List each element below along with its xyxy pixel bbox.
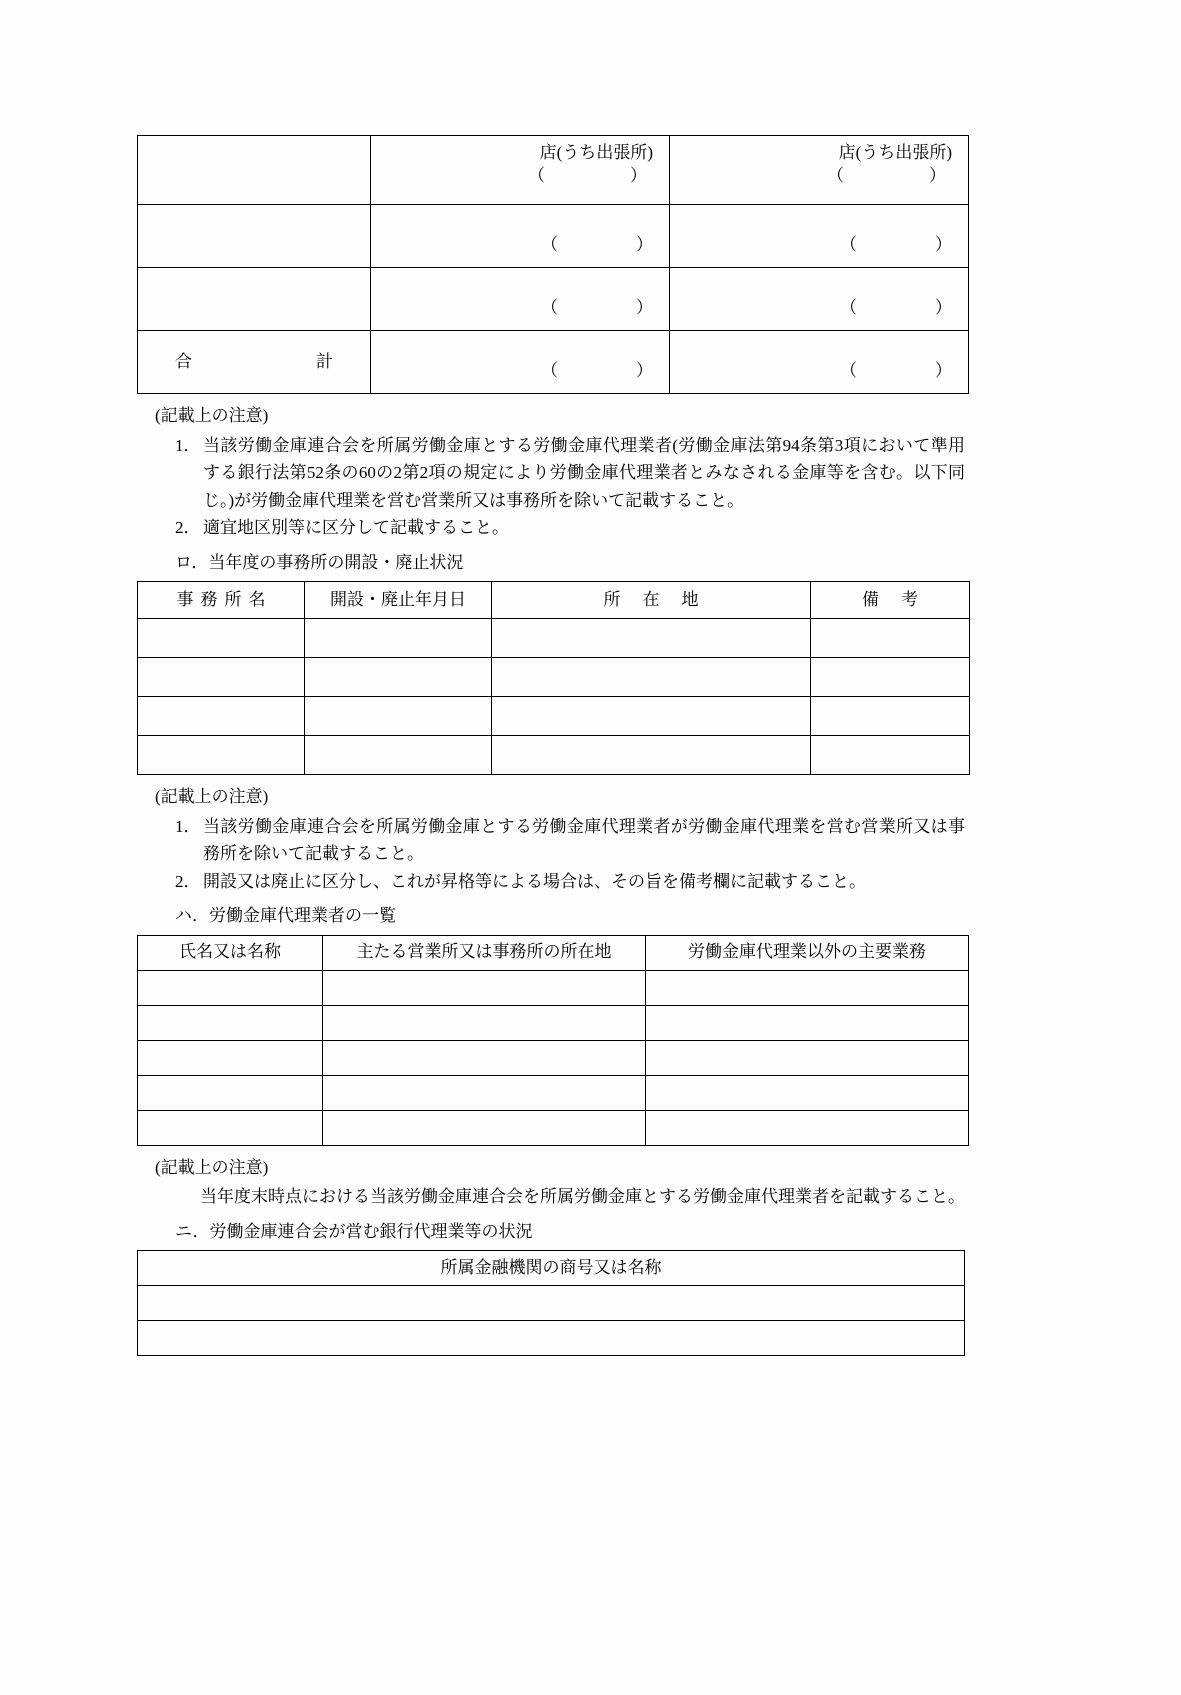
office-remark-cell[interactable] [811, 658, 970, 697]
agent-name-cell[interactable] [138, 1075, 323, 1110]
branch-value-cell-1-1[interactable] [371, 205, 670, 268]
agent-office-cell[interactable] [323, 1005, 646, 1040]
notes-2-item-1-number: 1． [175, 816, 201, 836]
office-name-cell[interactable] [138, 619, 305, 658]
paren-close-icon: ） [636, 361, 653, 381]
table-header-row [138, 935, 969, 970]
col-header-other-main-business: 労働金庫代理業以外の主要業務 [646, 935, 969, 970]
office-name-cell[interactable] [138, 697, 305, 736]
branch-total-cell-1[interactable] [371, 331, 670, 394]
paren-close-icon: ） [935, 235, 952, 255]
notes-1-item-2 [175, 514, 965, 542]
document-content [137, 135, 965, 1356]
table-row [138, 268, 969, 331]
table-row [138, 1075, 969, 1110]
section-ha-heading: ハ．労働金庫代理業者の一覧 [175, 906, 396, 926]
office-location-cell[interactable] [492, 736, 811, 775]
table-row [138, 970, 969, 1005]
table-row [138, 1286, 965, 1321]
branch-col1-header-paren: （ ） [528, 165, 647, 185]
notes-3-text: 当年度末時点における当該労働金庫連合会を所属労働金庫とする労働金庫代理業者を記載すること。 [200, 1187, 965, 1207]
agent-business-cell[interactable] [646, 970, 969, 1005]
branch-label-cell-header[interactable] [138, 136, 371, 205]
notes-2-list [137, 813, 965, 896]
table-header-row [138, 1251, 965, 1286]
notes-1-item-1-number: 1． [175, 435, 201, 455]
col-header-open-close-date: 開設・廃止年月日 [305, 582, 492, 619]
branch-col2-header [670, 136, 969, 205]
branch-col1-header [371, 136, 670, 205]
table-row-header [138, 136, 969, 205]
notes-2-title: (記載上の注意) [155, 787, 269, 807]
agent-name-cell[interactable] [138, 1005, 323, 1040]
branch-col1-header-label: 店(うち出張所) [539, 143, 653, 162]
branch-col2-header-paren: （ ） [827, 165, 946, 185]
col-header-location: 所在地 [492, 582, 811, 619]
institution-name-cell[interactable] [138, 1321, 965, 1356]
table-row [138, 658, 970, 697]
branch-total-label [138, 331, 371, 394]
branch-count-table [137, 135, 969, 394]
office-name-cell[interactable] [138, 658, 305, 697]
section-ni-heading: ニ．労働金庫連合会が営む銀行代理業等の状況 [175, 1221, 533, 1241]
paren-open-icon: （ [541, 298, 558, 318]
paren-close-icon: ） [935, 361, 952, 381]
branch-total-label-text: 合 計 [175, 351, 363, 371]
table-row [138, 205, 969, 268]
notes-2-item-1 [175, 813, 965, 868]
office-date-cell[interactable] [305, 619, 492, 658]
notes-1-item-2-text: 適宜地区別等に区分して記載すること。 [203, 518, 509, 538]
branch-label-cell-1[interactable] [138, 205, 371, 268]
affiliated-institution-table [137, 1250, 965, 1356]
notes-2-item-2-text: 開設又は廃止に区分し、これが昇格等による場合は、その旨を備考欄に記載すること。 [203, 871, 866, 891]
branch-value-cell-2-1[interactable] [371, 268, 670, 331]
col-header-agent-name: 氏名又は名称 [138, 935, 323, 970]
agent-business-cell[interactable] [646, 1075, 969, 1110]
office-date-cell[interactable] [305, 736, 492, 775]
table-row [138, 1005, 969, 1040]
office-change-table [137, 581, 970, 775]
office-date-cell[interactable] [305, 697, 492, 736]
agent-list-table [137, 935, 969, 1146]
paren-close-icon: ） [636, 298, 653, 318]
col-header-main-office-location: 主たる営業所又は事務所の所在地 [323, 935, 646, 970]
agent-name-cell[interactable] [138, 970, 323, 1005]
table-header-row [138, 582, 970, 619]
office-name-cell[interactable] [138, 736, 305, 775]
office-location-cell[interactable] [492, 697, 811, 736]
office-location-cell[interactable] [492, 658, 811, 697]
notes-2-item-2-number: 2． [175, 871, 201, 891]
notes-1-list [137, 432, 965, 542]
section-ro-heading: ロ．当年度の事務所の開設・廃止状況 [175, 552, 464, 572]
notes-2-item-1-text: 当該労働金庫連合会を所属労働金庫とする労働金庫代理業者が労働金庫代理業を営む営業所又は事務所を除いて記載すること。 [203, 816, 965, 864]
notes-1-item-1-text: 当該労働金庫連合会を所属労働金庫とする労働金庫代理業者(労働金庫法第94条第3項において準用する銀行法第52条の60の2第2項の規定により労働金庫代理業者とみなされる金庫等を含む。以下同じ。)が労働金庫代理業を営む営業所又は事務所を除いて記載すること。 [203, 435, 965, 510]
institution-name-cell[interactable] [138, 1286, 965, 1321]
notes-3-text-wrapper [175, 1183, 965, 1211]
office-date-cell[interactable] [305, 658, 492, 697]
agent-business-cell[interactable] [646, 1110, 969, 1145]
notes-1-title: (記載上の注意) [155, 406, 269, 425]
table-row [138, 619, 970, 658]
paren-open-icon: （ [541, 235, 558, 255]
branch-value-cell-2-2[interactable] [670, 268, 969, 331]
agent-office-cell[interactable] [323, 1075, 646, 1110]
paren-open-icon: （ [541, 361, 558, 381]
notes-1-item-2-number: 2． [175, 518, 201, 538]
office-remark-cell[interactable] [811, 736, 970, 775]
agent-business-cell[interactable] [646, 1040, 969, 1075]
office-location-cell[interactable] [492, 619, 811, 658]
paren-open-icon: （ [840, 361, 857, 381]
col-header-office-name: 事務所名 [138, 582, 305, 619]
agent-name-cell[interactable] [138, 1110, 323, 1145]
paren-close-icon: ） [935, 298, 952, 318]
office-remark-cell[interactable] [811, 619, 970, 658]
office-remark-cell[interactable] [811, 697, 970, 736]
notes-1-item-1 [175, 432, 965, 515]
branch-value-cell-1-2[interactable] [670, 205, 969, 268]
branch-total-cell-2[interactable] [670, 331, 969, 394]
agent-office-cell[interactable] [323, 1110, 646, 1145]
agent-business-cell[interactable] [646, 1005, 969, 1040]
table-row-total [138, 331, 969, 394]
paren-open-icon: （ [840, 235, 857, 255]
branch-col2-header-label: 店(うち出張所) [838, 143, 952, 162]
table-row [138, 697, 970, 736]
paren-open-icon: （ [840, 298, 857, 318]
agent-office-cell[interactable] [323, 970, 646, 1005]
table-row [138, 1040, 969, 1075]
branch-label-cell-2[interactable] [138, 268, 371, 331]
notes-2-item-2 [175, 868, 965, 896]
notes-3-title: (記載上の注意) [155, 1157, 269, 1177]
agent-name-cell[interactable] [138, 1040, 323, 1075]
col-header-institution-name: 所属金融機関の商号又は名称 [138, 1251, 965, 1286]
table-row [138, 1321, 965, 1356]
col-header-remarks: 備考 [811, 582, 970, 619]
paren-close-icon: ） [636, 235, 653, 255]
table-row [138, 736, 970, 775]
agent-office-cell[interactable] [323, 1040, 646, 1075]
table-row [138, 1110, 969, 1145]
